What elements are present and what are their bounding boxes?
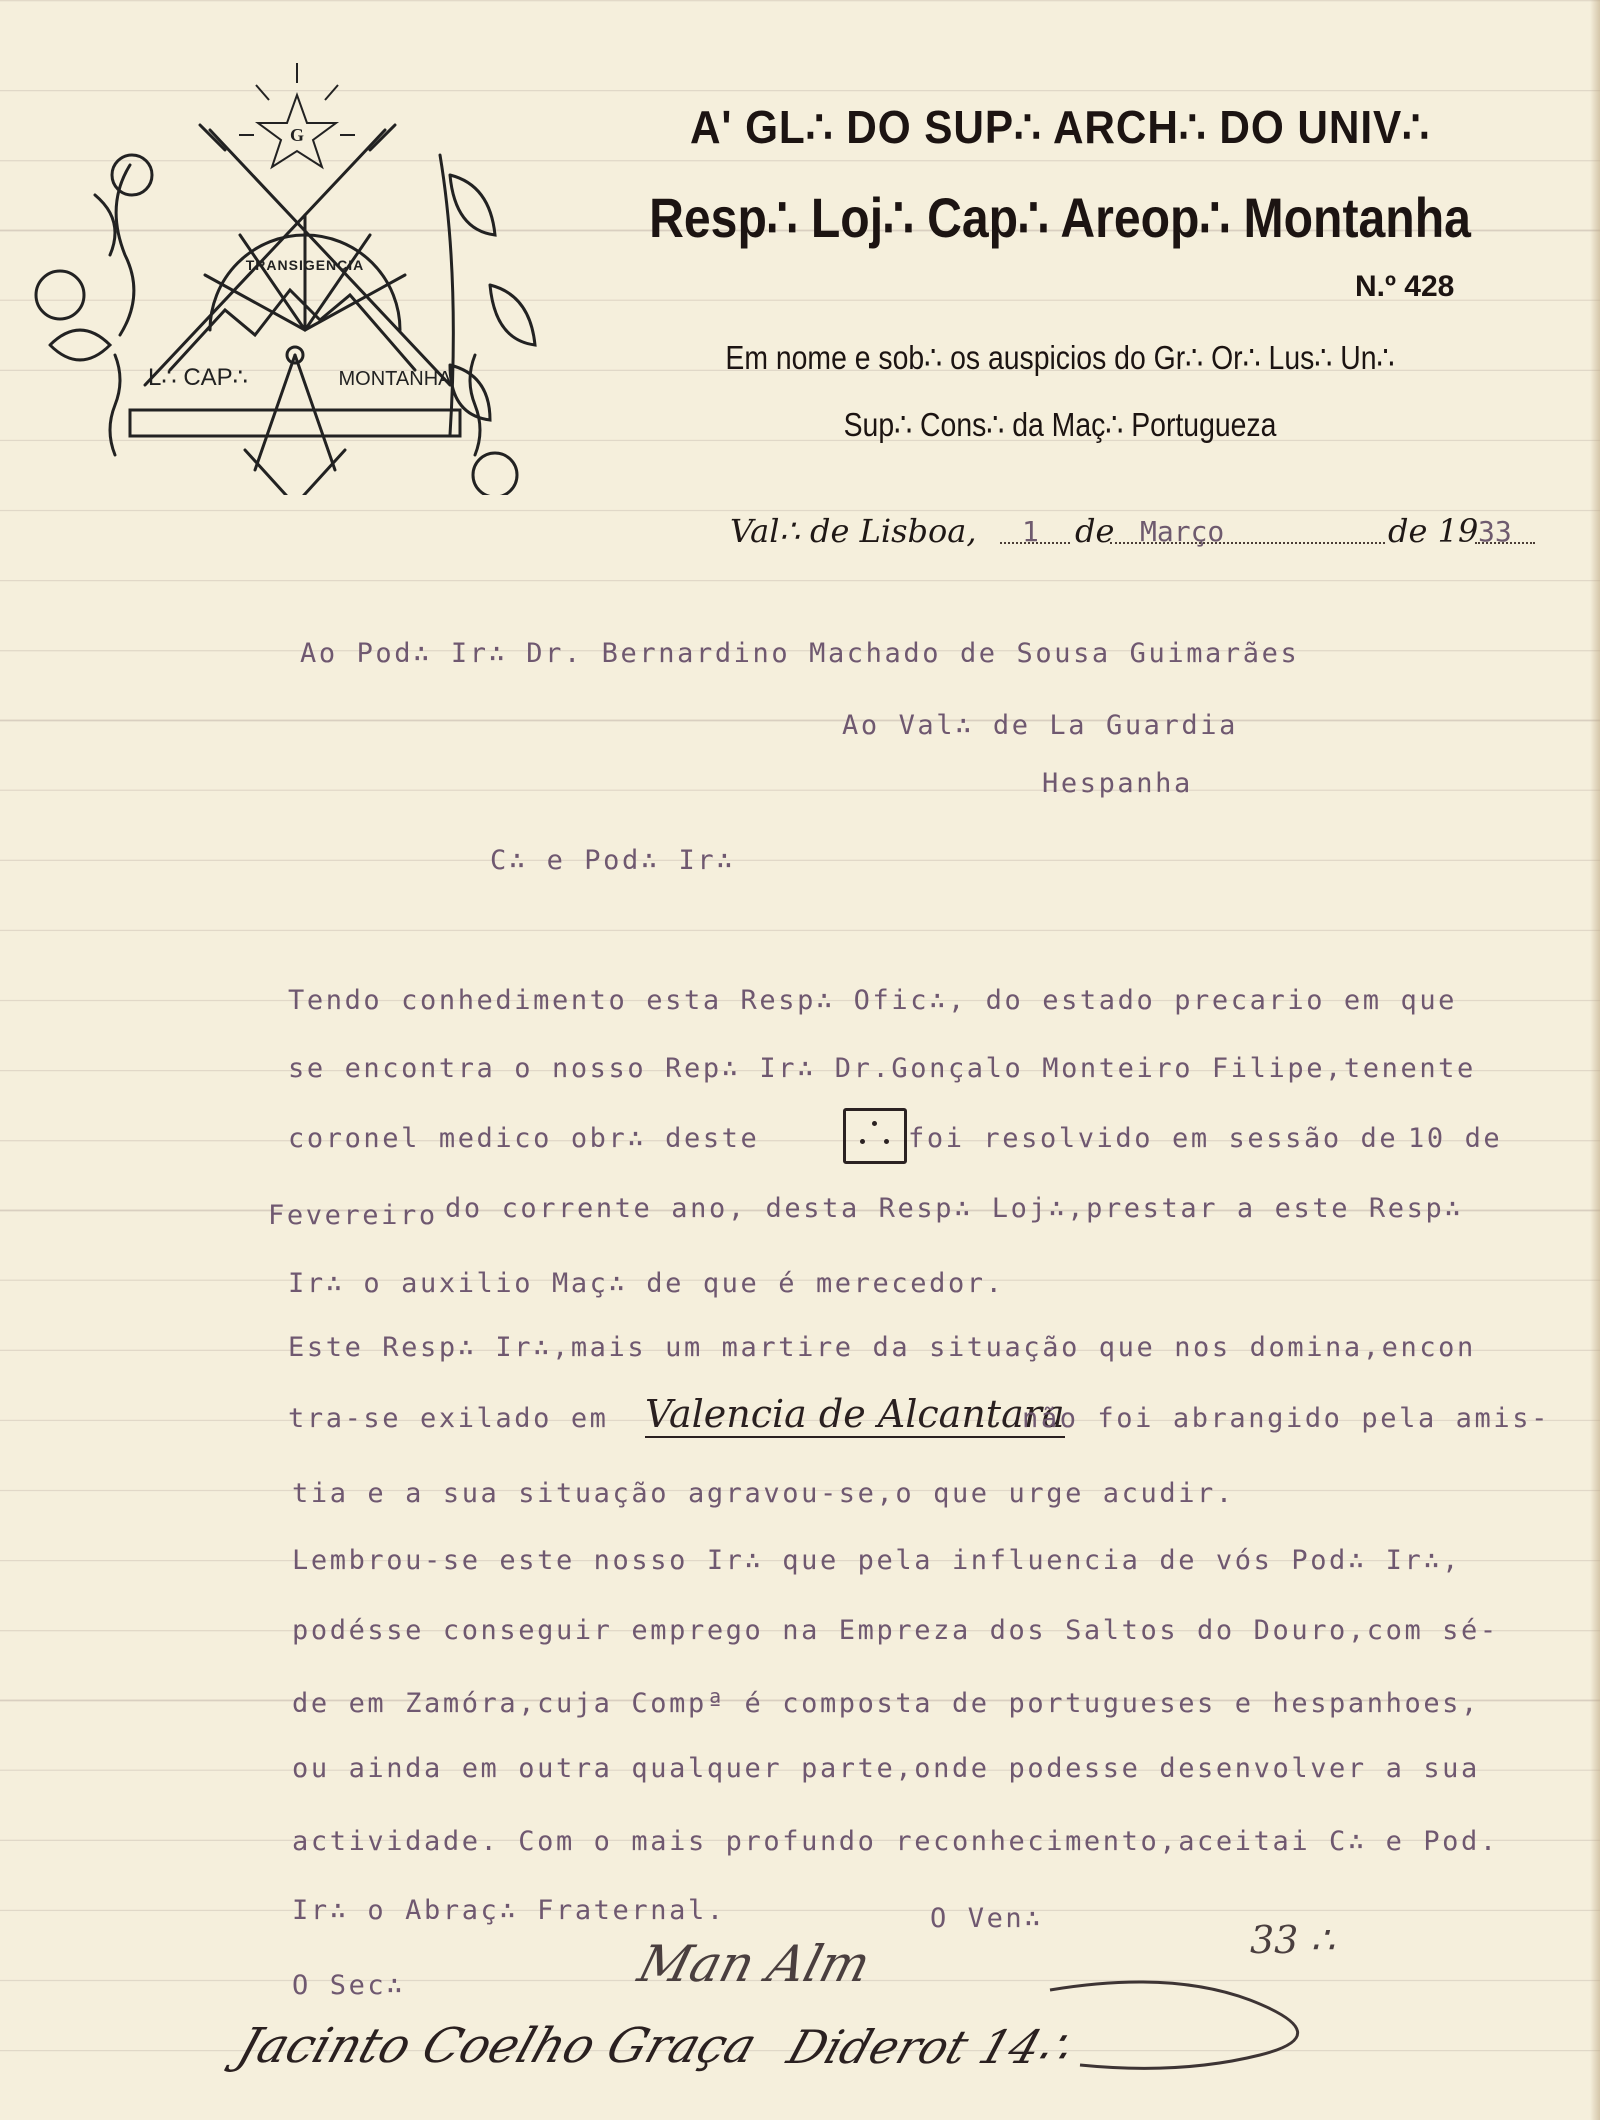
masonic-emblem-icon	[20, 55, 580, 495]
body-line-7a: tra-se exilado em	[288, 1403, 609, 1434]
address-line1: Ao Pod∴ Ir∴ Dr. Bernardino Machado de Sousa Guimarães	[300, 638, 1300, 669]
body-line-9: Lembrou-se este nosso Ir∴ que pela influencia de vós Pod∴ Ir∴,	[292, 1545, 1462, 1576]
lodge-number: N.º 428	[1355, 270, 1455, 303]
body-line-10: podésse conseguir emprego na Empreza dos Saltos do Douro,com sé-	[292, 1615, 1499, 1646]
sec-symbolic-name: Diderot 14∴	[781, 2020, 1078, 2074]
letterhead-line1: A' GL∴ DO SUP∴ ARCH∴ DO UNIV∴	[689, 101, 1431, 153]
body-line-14: Ir∴ o Abraç∴ Fraternal.	[292, 1895, 726, 1926]
address-line3: Hespanha	[1042, 768, 1193, 799]
body-line-4a: Fevereiro	[268, 1200, 438, 1231]
date-month: Março	[1140, 515, 1225, 548]
handwritten-place: Valencia de Alcantara	[645, 1392, 1065, 1436]
letterhead-line3: Em nome e sob∴ os auspicios do Gr∴ Or∴ Lus∴ Un∴	[725, 339, 1395, 376]
salutation: C∴ e Pod∴ Ir∴	[490, 845, 736, 876]
emblem-right-label: MONTANHA	[338, 368, 452, 390]
body-line-13: actividade. Com o mais profundo reconhecimento,aceitai C∴ e Pod.	[292, 1826, 1499, 1857]
body-line-1: Tendo conhedimento esta Resp∴ Ofic∴, do estado precario em que	[288, 985, 1458, 1016]
body-line-6: Este Resp∴ Ir∴,mais um martire da situação que nos domina,encon	[288, 1332, 1476, 1363]
closing-ven: O Ven∴	[930, 1903, 1044, 1934]
date-de2: de 19	[1388, 512, 1479, 550]
emblem-ribbon-text: TRANSIGENCIA	[245, 257, 365, 273]
letterhead-line4: Sup∴ Cons∴ da Maç∴ Portugueza	[843, 406, 1277, 443]
body-line-12: ou ainda em outra qualquer parte,onde podesse desenvolver a sua	[292, 1753, 1480, 1784]
sec-signature: Jacinto Coelho Graça	[230, 2018, 764, 2074]
body-line-8: tia e a sua situação agravou-se,o que urge acudir.	[292, 1478, 1235, 1509]
date-de1: de	[1075, 512, 1115, 550]
body-line-3a: coronel medico obr∴ deste	[288, 1123, 760, 1154]
body-line-5: Ir∴ o auxilio Maç∴ de que é merecedor.	[288, 1268, 1005, 1299]
body-line-3b: foi resolvido em sessão de	[908, 1123, 1399, 1154]
body-line-3c: 10 de	[1408, 1123, 1503, 1154]
closing-sec: O Sec∴	[292, 1970, 406, 2001]
date-year: 33	[1478, 515, 1512, 548]
signature-flourish	[1040, 1960, 1340, 2070]
body-line-7b: não foi abrangido pela amis-	[1022, 1403, 1550, 1434]
star-letter: G	[289, 125, 305, 145]
ven-degree: 33 ∴	[1250, 1918, 1335, 1962]
lodge-symbol-icon	[843, 1108, 907, 1164]
lodge-name: Resp∴ Loj∴ Cap∴ Areop∴ Montanha	[649, 186, 1471, 249]
paper-edge	[1590, 0, 1600, 2120]
date-place: Val∴ de Lisboa,	[730, 512, 977, 550]
ven-signature: Man Alm	[632, 1935, 877, 1993]
body-line-4b: do corrente ano, desta Resp∴ Loj∴,prestar a este Resp∴	[445, 1193, 1464, 1224]
address-line2: Ao Val∴ de La Guardia	[842, 710, 1238, 741]
emblem-left-label: L∴ CAP∴	[148, 364, 248, 391]
body-line-11: de em Zamóra,cuja Compª é composta de portugueses e hespanhoes,	[292, 1688, 1480, 1719]
date-day: 1	[1022, 515, 1039, 548]
body-line-2: se encontra o nosso Rep∴ Ir∴ Dr.Gonçalo Monteiro Filipe,tenente	[288, 1053, 1476, 1084]
